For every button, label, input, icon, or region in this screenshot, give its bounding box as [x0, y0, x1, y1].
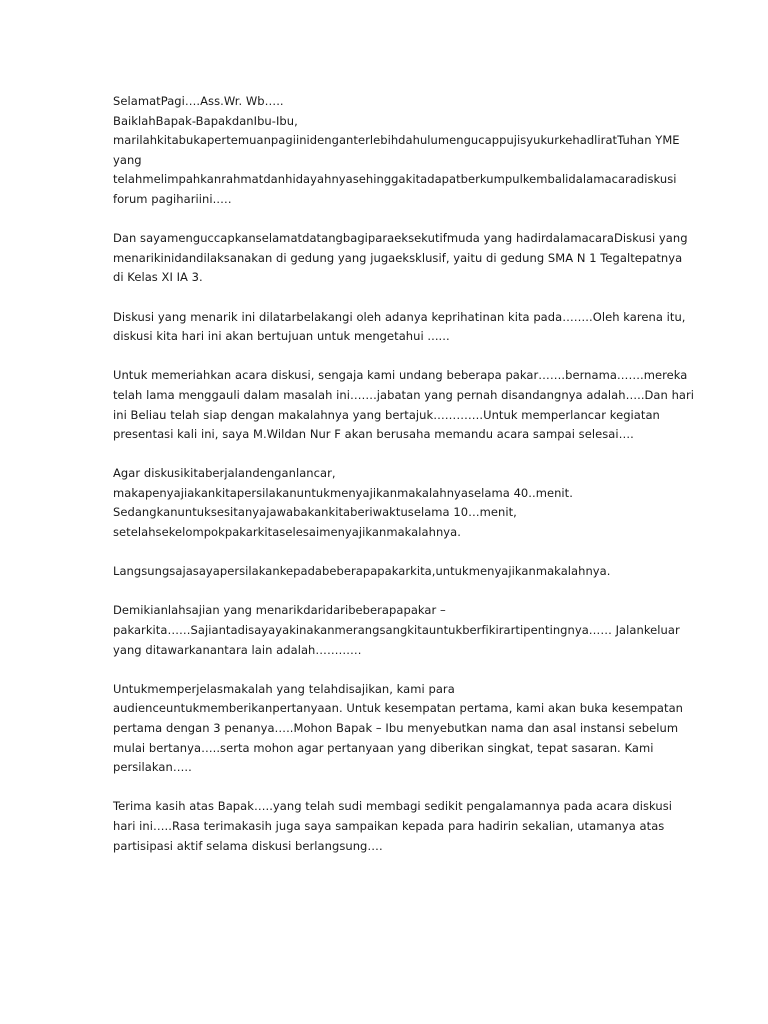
text-line: makapenyajiakankitapersilakanuntukmenyajikanmakalahnyaselama 40..menit. [113, 485, 573, 500]
text-line: yang [113, 152, 142, 167]
paragraph-schedule [113, 464, 673, 542]
text-line: partisipasi aktif selama diskusi berlangsung…. [113, 838, 383, 853]
text-line: Untuk memeriahkan acara diskusi, sengaja kami undang beberapa pakar…….bernama…….mereka [113, 368, 688, 383]
paragraph-closing [113, 797, 673, 856]
document-page [113, 92, 695, 876]
paragraph-questions [113, 680, 684, 778]
text-line: pertama dengan 3 penanya…..Mohon Bapak – Ibu menyebutkan nama dan asal instansi sebelum [113, 721, 679, 735]
paragraph-speaker-intro [113, 366, 695, 444]
text-line: forum pagihariini.…. [113, 191, 232, 206]
paragraph-summary [113, 601, 680, 660]
paragraph-background [113, 308, 686, 347]
paragraph-invitation [113, 562, 673, 582]
text-line: SelamatPagi….Ass.Wr. Wb….. [113, 94, 284, 108]
text-line: telah lama menggauli dalam masalah ini…….jabatan yang pernah disandangnya adalah…..Dan hari [113, 387, 695, 402]
text-line: yang ditawarkanantara lain adalah………… [113, 642, 362, 657]
text-line: marilahkitabukapertemuanpagiinidenganterlebihdahulumengucappujisyukurkehadliratTuhan YME [113, 133, 680, 148]
text-line: menarikinidandilaksanakan di gedung yang jugaeksklusif, yaitu di gedung SMA N 1 Tegaltepatnya [113, 250, 683, 265]
text-line: persilakan….. [113, 760, 192, 775]
text-line: presentasi kali ini, saya M.Wildan Nur F akan berusaha memandu acara sampai selesai…. [113, 427, 634, 442]
text-line: Sedangkanuntuksesitanyajawabakankitaberiwaktuselama 10…menit, [113, 505, 517, 520]
text-line: Agar diskusikitaberjalandenganlancar, [113, 466, 336, 481]
text-line: ini Beliau telah siap dengan makalahnya yang bertajuk………….Untuk memperlancar kegiatan [113, 407, 660, 422]
text-line: diskusi kita hari ini akan bertujuan untuk mengetahui ...... [113, 329, 450, 344]
text-line: telahmelimpahkanrahmatdanhidayahnyasehinggakitadapatberkumpulkembalidalamacaradiskusi [113, 172, 677, 187]
text-line: mulai bertanya…..serta mohon agar pertanyaan yang diberikan singkat, tepat sasaran. Kami [113, 740, 654, 755]
paragraph-welcome [113, 229, 688, 288]
text-line: Untukmemperjelasmakalah yang telahdisajikan, kami para [113, 681, 455, 696]
text-line: BaiklahBapak-BapakdanIbu-Ibu, [113, 113, 298, 128]
text-line: Demikianlahsajian yang menarikdaridaribeberapapakar – [113, 603, 446, 618]
text-line: Dan sayamenguccapkanselamatdatangbagiparaeksekutifmuda yang hadirdalamacaraDiskusi yang [113, 231, 688, 246]
text-line: pakarkita……Sajiantadisayayakinakanmerangsangkitauntukberfikirartipentingnya…… Jalankeluar [113, 623, 680, 638]
text-line: Diskusi yang menarik ini dilatarbelakangi oleh adanya keprihatinan kita pada……..Oleh karena itu, [113, 309, 686, 324]
text-line: audienceuntukmemberikanpertanyaan. Untuk kesempatan pertama, kami akan buka kesempatan [113, 701, 684, 716]
text-line: hari ini…..Rasa terimakasih juga saya sampaikan kepada para hadirin sekalian, utamanya atas [113, 818, 665, 833]
text-line: Langsungsajasayapersilakankepadabeberapapakarkita,untukmenyajikanmakalahnya. [113, 564, 611, 579]
text-line: setelahsekelompokpakarkitaselesaimenyajikanmakalahnya. [113, 525, 461, 540]
text-line: di Kelas XI IA 3. [113, 270, 203, 285]
paragraph-opening-greeting [113, 92, 680, 210]
text-line: Terima kasih atas Bapak…..yang telah sudi membagi sedikit pengalamannya pada acara diskusi [113, 799, 673, 814]
